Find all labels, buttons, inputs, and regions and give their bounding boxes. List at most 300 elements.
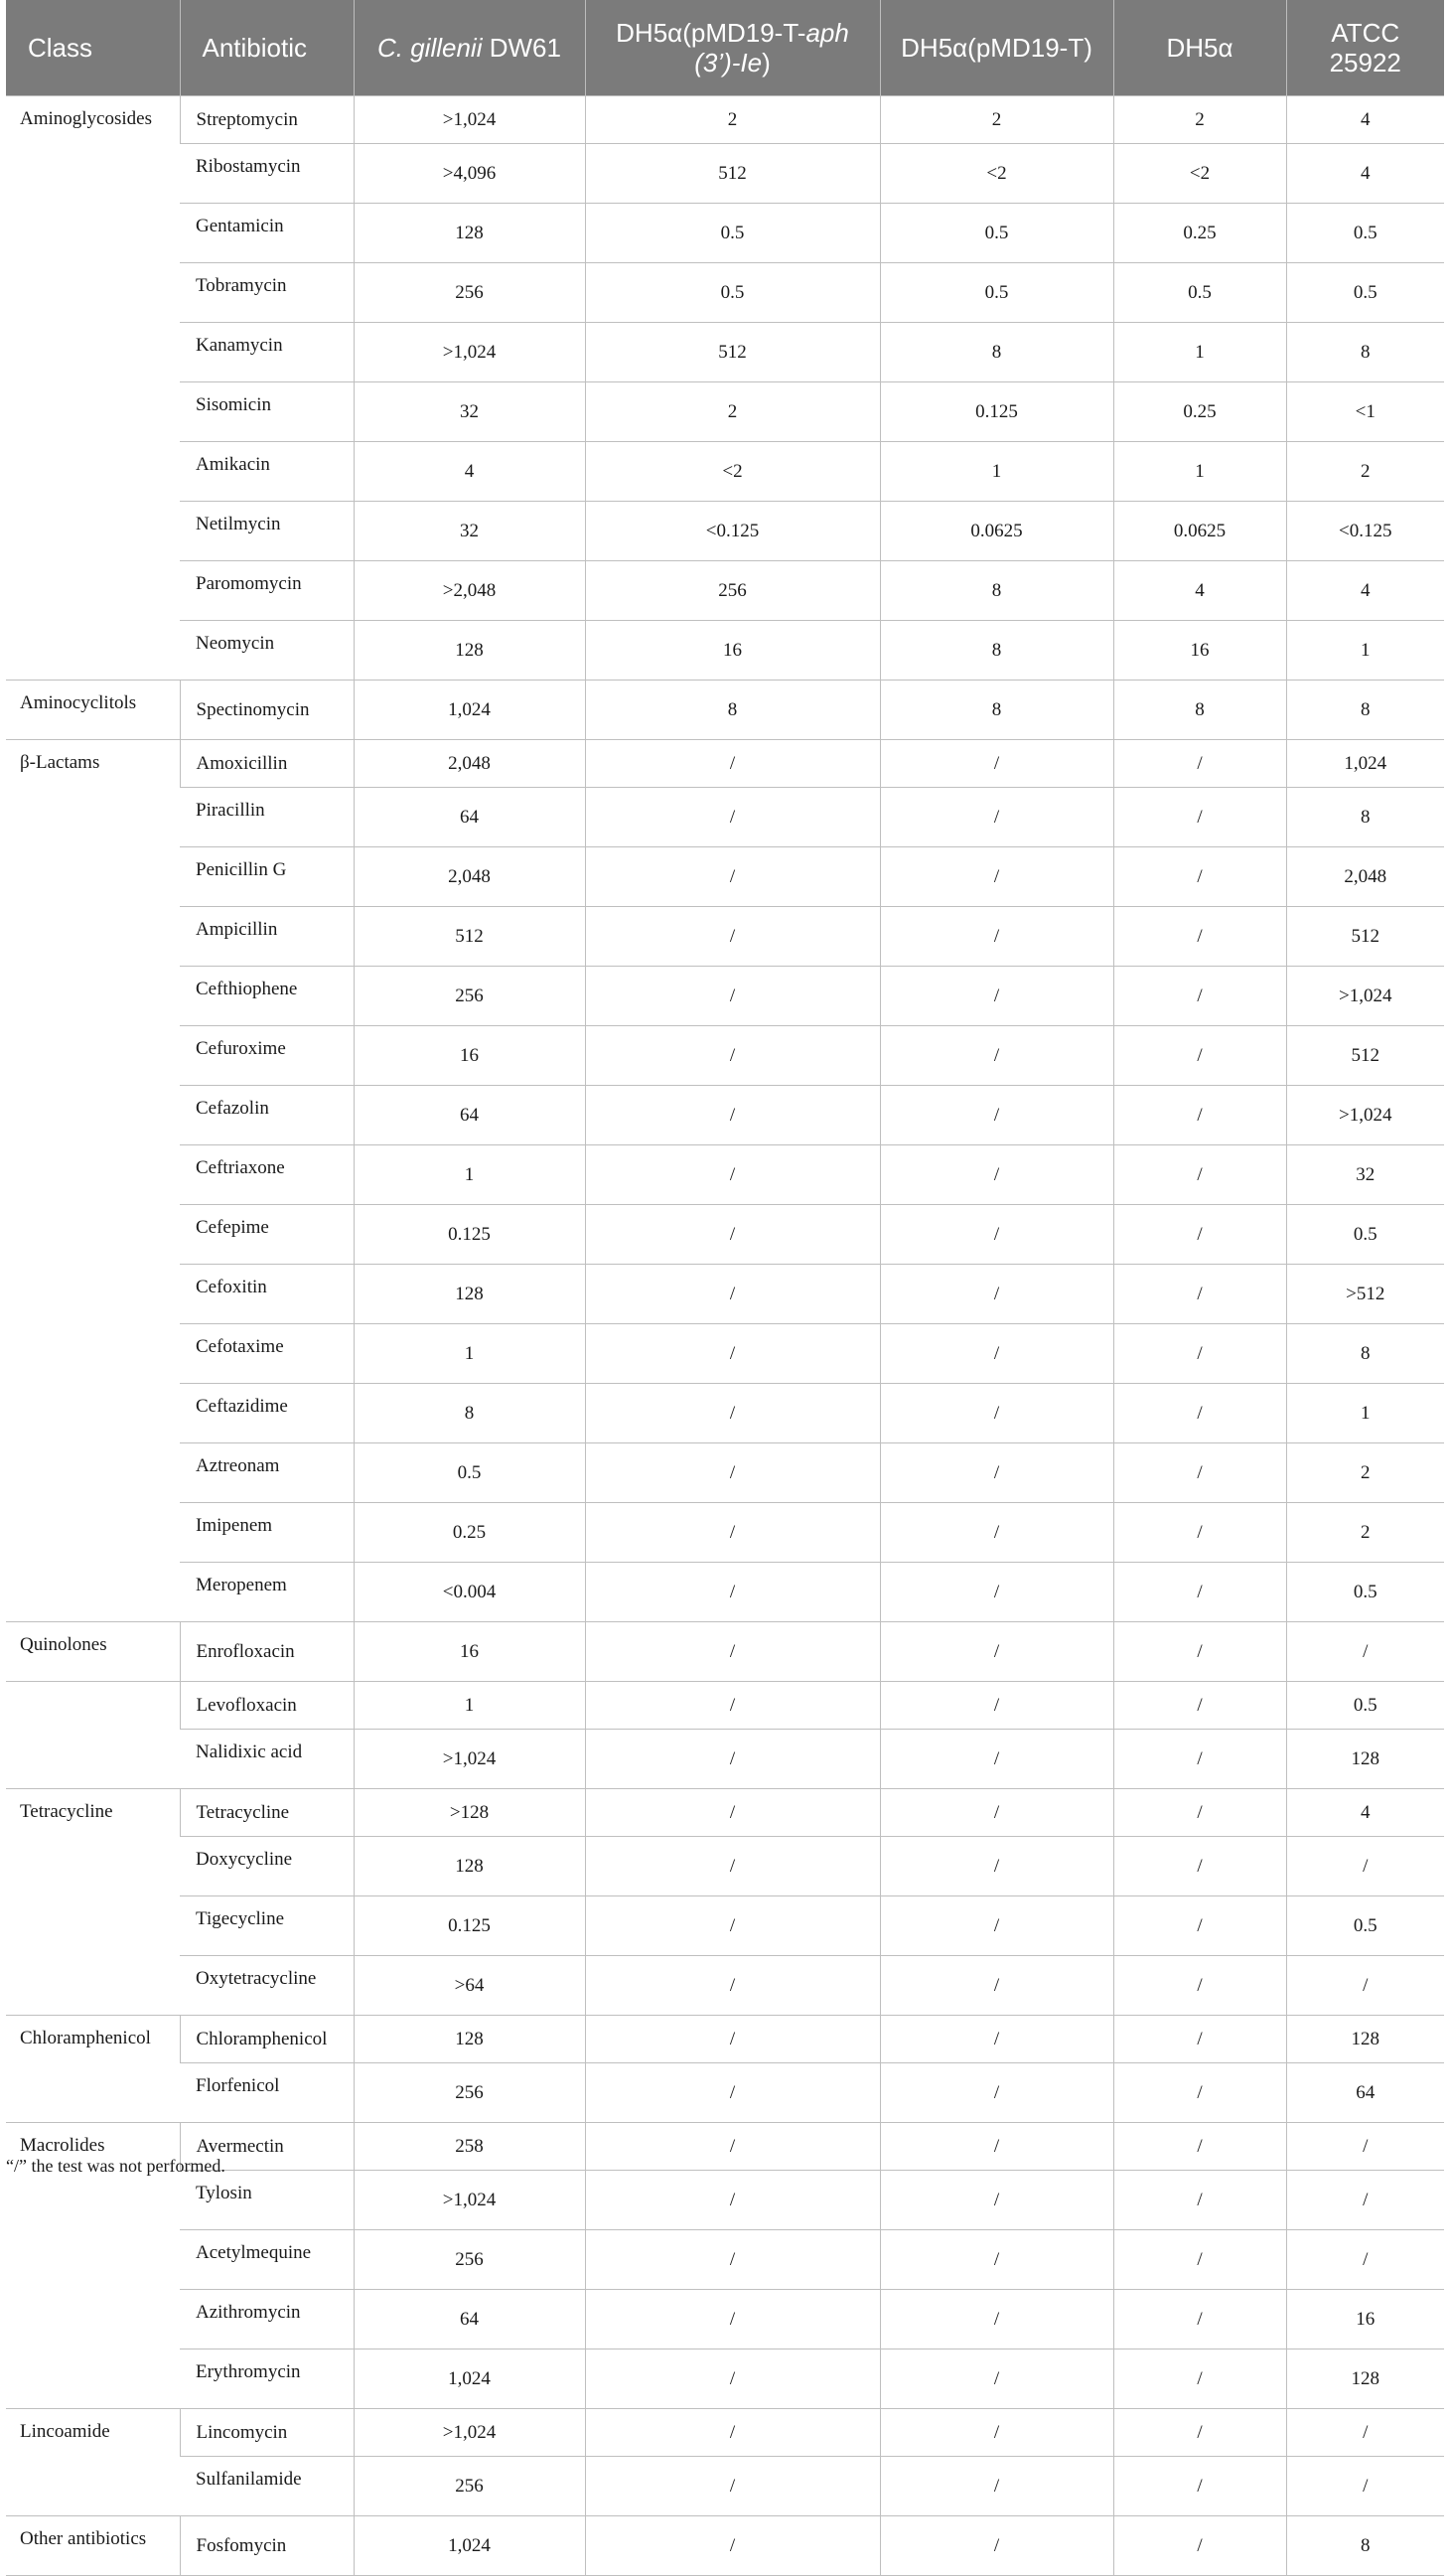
header-class-label: Class [28,33,93,63]
mic-control-cell: 0.5 [1286,1682,1444,1730]
mic-vector-cell: / [880,2063,1113,2123]
antibiotic-cell: Cefepime [180,1205,354,1265]
header-strain-id: DW61 [489,33,561,63]
mic-host-cell: / [1113,2171,1286,2230]
mic-control-cell: 0.5 [1286,263,1444,323]
table-row [6,1789,1444,1837]
mic-transformant-cell: / [585,2516,880,2576]
table-row [6,1026,1444,1086]
mic-transformant-cell: 2 [585,96,880,144]
class-cell: Aminoglycosides [6,96,180,681]
mic-host-cell: 2 [1113,96,1286,144]
mic-control-cell: 128 [1286,2016,1444,2063]
mic-control-cell: 1 [1286,621,1444,681]
mic-vector-cell: / [880,2349,1113,2409]
antibiotic-cell: Avermectin [180,2123,354,2171]
table-header [6,0,1444,96]
antibiotic-cell: Enrofloxacin [180,1622,354,1682]
mic-transformant-cell: / [585,1622,880,1682]
header-strain [354,0,585,96]
class-cell: Aminocyclitols [6,681,180,740]
mic-control-cell: 0.5 [1286,1563,1444,1622]
antibiotic-cell: Kanamycin [180,323,354,382]
mic-vector-cell: / [880,2016,1113,2063]
mic-vector-cell: / [880,1563,1113,1622]
mic-strain-cell: 1 [354,1324,585,1384]
antibiotic-cell: Florfenicol [180,2063,354,2123]
antibiotic-cell: Levofloxacin [180,1682,354,1730]
mic-host-cell: / [1113,2063,1286,2123]
table-row [6,502,1444,561]
antibiotic-cell: Azithromycin [180,2290,354,2349]
mic-control-cell: / [1286,1837,1444,1896]
mic-strain-cell: 1,024 [354,681,585,740]
antibiotic-cell: Oxytetracycline [180,1956,354,2016]
mic-control-cell: <0.125 [1286,502,1444,561]
mic-vector-cell: / [880,1837,1113,1896]
header-control-label: ATCC 25922 [1329,18,1401,77]
mic-control-cell: 1,024 [1286,740,1444,788]
mic-control-cell: 8 [1286,2516,1444,2576]
mic-control-cell: / [1286,1622,1444,1682]
mic-host-cell: / [1113,907,1286,967]
mic-transformant-cell: / [585,2063,880,2123]
table-row [6,2063,1444,2123]
mic-vector-cell: / [880,847,1113,907]
mic-vector-cell: / [880,1324,1113,1384]
mic-strain-cell: 16 [354,1622,585,1682]
table-row [6,382,1444,442]
antibiotic-cell: Sisomicin [180,382,354,442]
mic-host-cell: 0.25 [1113,204,1286,263]
mic-transformant-cell: 0.5 [585,263,880,323]
mic-control-cell: 8 [1286,323,1444,382]
mic-host-cell: / [1113,1622,1286,1682]
table-row [6,621,1444,681]
table-row [6,144,1444,204]
antibiotic-cell: Neomycin [180,621,354,681]
mic-control-cell: / [1286,2171,1444,2230]
table-row [6,1896,1444,1956]
mic-vector-cell: / [880,1145,1113,1205]
mic-control-cell: 2 [1286,1503,1444,1563]
mic-transformant-cell: / [585,1789,880,1837]
mic-host-cell: / [1113,1324,1286,1384]
mic-vector-cell: / [880,1086,1113,1145]
mic-strain-cell: 256 [354,2457,585,2516]
mic-control-cell: 8 [1286,788,1444,847]
mic-vector-cell: 8 [880,561,1113,621]
mic-vector-cell: / [880,2409,1113,2457]
table-row [6,2409,1444,2457]
mic-host-cell: / [1113,1956,1286,2016]
class-cell: Other antibiotics [6,2516,180,2576]
mic-transformant-cell: / [585,1563,880,1622]
antibiotic-cell: Piracillin [180,788,354,847]
mic-host-cell: / [1113,1896,1286,1956]
mic-transformant-cell: / [585,1956,880,2016]
mic-vector-cell: / [880,740,1113,788]
mic-strain-cell: >4,096 [354,144,585,204]
mic-transformant-cell: / [585,2457,880,2516]
mic-control-cell: 8 [1286,681,1444,740]
mic-control-cell: 4 [1286,96,1444,144]
antibiotic-cell: Ribostamycin [180,144,354,204]
mic-transformant-cell: / [585,740,880,788]
mic-transformant-cell: 512 [585,323,880,382]
mic-host-cell: 1 [1113,442,1286,502]
header-transformant-close: ) [762,48,771,77]
mic-strain-cell: 8 [354,1384,585,1443]
mic-host-cell: 16 [1113,621,1286,681]
mic-transformant-cell: 8 [585,681,880,740]
mic-strain-cell: 1 [354,1682,585,1730]
mic-strain-cell: 2,048 [354,847,585,907]
mic-vector-cell: 2 [880,96,1113,144]
mic-vector-cell: / [880,2230,1113,2290]
mic-control-cell: / [1286,2409,1444,2457]
mic-vector-cell: / [880,1265,1113,1324]
mic-host-cell: 1 [1113,323,1286,382]
mic-vector-cell: / [880,1682,1113,1730]
mic-strain-cell: 128 [354,1837,585,1896]
mic-host-cell: / [1113,2516,1286,2576]
class-cell: Chloramphenicol [6,2016,180,2123]
mic-transformant-cell: / [585,2290,880,2349]
mic-transformant-cell: / [585,2409,880,2457]
mic-host-cell: / [1113,1205,1286,1265]
mic-transformant-cell: / [585,1145,880,1205]
table-row [6,1324,1444,1384]
mic-strain-cell: 32 [354,382,585,442]
mic-host-cell: / [1113,2349,1286,2409]
mic-vector-cell: / [880,1789,1113,1837]
antibiotic-cell: Tigecycline [180,1896,354,1956]
mic-transformant-cell: 0.5 [585,204,880,263]
mic-host-cell: / [1113,1145,1286,1205]
antibiotic-cell: Fosfomycin [180,2516,354,2576]
table-row [6,1682,1444,1730]
mic-strain-cell: 1,024 [354,2516,585,2576]
mic-vector-cell: / [880,1730,1113,1789]
mic-host-cell: / [1113,1682,1286,1730]
table-row [6,1503,1444,1563]
mic-control-cell: >512 [1286,1265,1444,1324]
mic-vector-cell: / [880,1026,1113,1086]
antibiotic-cell: Cefthiophene [180,967,354,1026]
header-antibiotic [180,0,354,96]
mic-control-cell: 2 [1286,442,1444,502]
mic-control-cell: >1,024 [1286,1086,1444,1145]
mic-transformant-cell: / [585,847,880,907]
mic-vector-cell: 0.0625 [880,502,1113,561]
table-row [6,1956,1444,2016]
mic-host-cell: / [1113,1443,1286,1503]
antibiotic-cell: Acetylmequine [180,2230,354,2290]
antibiotic-cell: Meropenem [180,1563,354,1622]
mic-control-cell: 2 [1286,1443,1444,1503]
mic-host-cell: / [1113,1789,1286,1837]
mic-host-cell: / [1113,1837,1286,1896]
header-class [6,0,180,96]
mic-host-cell: / [1113,2123,1286,2171]
mic-transformant-cell: / [585,1265,880,1324]
mic-vector-cell: / [880,1503,1113,1563]
mic-host-cell: / [1113,1730,1286,1789]
mic-transformant-cell: / [585,788,880,847]
table-row [6,907,1444,967]
mic-vector-cell: / [880,967,1113,1026]
mic-vector-cell: / [880,788,1113,847]
mic-strain-cell: 4 [354,442,585,502]
mic-strain-cell: 258 [354,2123,585,2171]
mic-strain-cell: 256 [354,967,585,1026]
mic-host-cell: / [1113,1563,1286,1622]
antibiotic-cell: Streptomycin [180,96,354,144]
mic-control-cell: 128 [1286,2349,1444,2409]
mic-vector-cell: / [880,2123,1113,2171]
antibiotic-cell: Aztreonam [180,1443,354,1503]
mic-control-cell: 0.5 [1286,1205,1444,1265]
mic-strain-cell: 128 [354,621,585,681]
class-cell: Macrolides [6,2123,180,2409]
mic-strain-cell: >1,024 [354,2409,585,2457]
mic-control-cell: 4 [1286,144,1444,204]
mic-strain-cell: >64 [354,1956,585,2016]
antibiotic-cell: Cefuroxime [180,1026,354,1086]
mic-control-cell: 64 [1286,2063,1444,2123]
mic-host-cell: / [1113,2290,1286,2349]
mic-vector-cell: / [880,1443,1113,1503]
mic-strain-cell: 256 [354,2230,585,2290]
mic-strain-cell: 128 [354,1265,585,1324]
header-host [1113,0,1286,96]
table-row [6,1563,1444,1622]
antibiotic-cell: Tetracycline [180,1789,354,1837]
mic-transformant-cell: / [585,1026,880,1086]
table-body [6,96,1444,2576]
mic-strain-cell: >1,024 [354,1730,585,1789]
table-row [6,1145,1444,1205]
mic-strain-cell: 64 [354,1086,585,1145]
antibiotic-cell: Spectinomycin [180,681,354,740]
table-row [6,1730,1444,1789]
antibiotic-cell: Cefoxitin [180,1265,354,1324]
class-cell [6,1682,180,1789]
mic-table-container [6,0,1444,2576]
antibiotic-cell: Netilmycin [180,502,354,561]
table-row [6,740,1444,788]
mic-control-cell: <1 [1286,382,1444,442]
table-row [6,1622,1444,1682]
mic-transformant-cell: / [585,967,880,1026]
mic-transformant-cell: / [585,1730,880,1789]
mic-strain-cell: 256 [354,263,585,323]
table-row [6,847,1444,907]
mic-control-cell: / [1286,2457,1444,2516]
mic-strain-cell: >1,024 [354,2171,585,2230]
mic-host-cell: 0.5 [1113,263,1286,323]
mic-vector-cell: / [880,2290,1113,2349]
class-cell: Tetracycline [6,1789,180,2016]
table-row [6,1384,1444,1443]
mic-control-cell: >1,024 [1286,967,1444,1026]
mic-vector-cell: 0.5 [880,204,1113,263]
class-cell: Lincoamide [6,2409,180,2516]
table-row [6,2290,1444,2349]
mic-host-cell: / [1113,1026,1286,1086]
mic-transformant-cell: / [585,2230,880,2290]
antibiotic-cell: Chloramphenicol [180,2016,354,2063]
mic-vector-cell: / [880,2516,1113,2576]
mic-vector-cell: / [880,1205,1113,1265]
table-row [6,1837,1444,1896]
antibiotic-cell: Sulfanilamide [180,2457,354,2516]
header-transformant-prefix: DH5α(pMD19-T- [616,18,806,48]
antibiotic-cell: Paromomycin [180,561,354,621]
mic-transformant-cell: / [585,2016,880,2063]
table-row [6,263,1444,323]
antibiotic-cell: Doxycycline [180,1837,354,1896]
mic-transformant-cell: <0.125 [585,502,880,561]
mic-transformant-cell: / [585,1682,880,1730]
antibiotic-cell: Tobramycin [180,263,354,323]
header-host-label: DH5α [1166,33,1233,63]
header-control [1286,0,1444,96]
mic-control-cell: 0.5 [1286,1896,1444,1956]
mic-control-cell: 16 [1286,2290,1444,2349]
mic-host-cell: 0.25 [1113,382,1286,442]
mic-vector-cell: / [880,1622,1113,1682]
table-row [6,1265,1444,1324]
header-strain-species: C. gillenii [377,33,483,63]
mic-transformant-cell: / [585,2123,880,2171]
mic-strain-cell: 512 [354,907,585,967]
mic-strain-cell: 256 [354,2063,585,2123]
mic-transformant-cell: / [585,907,880,967]
header-transformant-gene-variant: (3’)-Ie [694,48,763,77]
mic-host-cell: / [1113,740,1286,788]
antibiotic-cell: Imipenem [180,1503,354,1563]
table-row [6,2171,1444,2230]
mic-strain-cell: 0.25 [354,1503,585,1563]
mic-transformant-cell: / [585,1896,880,1956]
mic-strain-cell: 0.5 [354,1443,585,1503]
mic-transformant-cell: / [585,2171,880,2230]
mic-strain-cell: >2,048 [354,561,585,621]
mic-strain-cell: 1,024 [354,2349,585,2409]
table-row [6,2349,1444,2409]
mic-host-cell: / [1113,788,1286,847]
mic-vector-cell: / [880,2457,1113,2516]
mic-strain-cell: 128 [354,204,585,263]
header-antibiotic-label: Antibiotic [202,33,307,63]
mic-strain-cell: 0.125 [354,1205,585,1265]
mic-host-cell: <2 [1113,144,1286,204]
mic-transformant-cell: / [585,1324,880,1384]
mic-vector-cell: / [880,2171,1113,2230]
mic-control-cell: 8 [1286,1324,1444,1384]
mic-transformant-cell: 2 [585,382,880,442]
table-row [6,1443,1444,1503]
mic-strain-cell: 64 [354,2290,585,2349]
mic-transformant-cell: / [585,1837,880,1896]
table-row [6,323,1444,382]
mic-strain-cell: 1 [354,1145,585,1205]
mic-control-cell: 32 [1286,1145,1444,1205]
mic-control-cell: / [1286,2230,1444,2290]
mic-vector-cell: <2 [880,144,1113,204]
table-row [6,561,1444,621]
antibiotic-cell: Amikacin [180,442,354,502]
header-transformant-gene: aph [805,18,849,48]
mic-host-cell: / [1113,2230,1286,2290]
antibiotic-cell: Cefotaxime [180,1324,354,1384]
table-row [6,1205,1444,1265]
header-vector-label: DH5α(pMD19-T) [901,33,1092,63]
mic-strain-cell: >128 [354,1789,585,1837]
mic-transformant-cell: / [585,1503,880,1563]
mic-vector-cell: / [880,907,1113,967]
mic-control-cell: 128 [1286,1730,1444,1789]
antibiotic-cell: Gentamicin [180,204,354,263]
mic-transformant-cell: / [585,1384,880,1443]
mic-transformant-cell: 256 [585,561,880,621]
mic-host-cell: 4 [1113,561,1286,621]
antibiotic-cell: Lincomycin [180,2409,354,2457]
mic-control-cell: 1 [1286,1384,1444,1443]
header-transformant [585,0,880,96]
antibiotic-cell: Penicillin G [180,847,354,907]
mic-vector-cell: 8 [880,323,1113,382]
mic-control-cell: / [1286,2123,1444,2171]
mic-host-cell: / [1113,967,1286,1026]
mic-strain-cell: >1,024 [354,96,585,144]
mic-control-cell: / [1286,1956,1444,2016]
mic-strain-cell: 64 [354,788,585,847]
mic-vector-cell: 1 [880,442,1113,502]
mic-transformant-cell: / [585,1443,880,1503]
mic-host-cell: 0.0625 [1113,502,1286,561]
mic-host-cell: / [1113,2016,1286,2063]
mic-host-cell: / [1113,1384,1286,1443]
mic-transformant-cell: / [585,2349,880,2409]
table-row [6,967,1444,1026]
antibiotic-cell: Tylosin [180,2171,354,2230]
class-cell: β-Lactams [6,740,180,1622]
mic-transformant-cell: 512 [585,144,880,204]
mic-host-cell: / [1113,2457,1286,2516]
mic-transformant-cell: 16 [585,621,880,681]
antibiotic-cell: Nalidixic acid [180,1730,354,1789]
mic-transformant-cell: <2 [585,442,880,502]
table-row [6,681,1444,740]
antibiotic-cell: Cefazolin [180,1086,354,1145]
mic-transformant-cell: / [585,1205,880,1265]
mic-transformant-cell: / [585,1086,880,1145]
table-row [6,442,1444,502]
table-row [6,2230,1444,2290]
mic-strain-cell: >1,024 [354,323,585,382]
mic-host-cell: / [1113,1265,1286,1324]
header-vector [880,0,1113,96]
mic-strain-cell: 0.125 [354,1896,585,1956]
table-row [6,2516,1444,2576]
table-footnote: “/” the test was not performed. [6,2156,225,2176]
mic-vector-cell: / [880,1896,1113,1956]
mic-vector-cell: 0.5 [880,263,1113,323]
table-row [6,204,1444,263]
